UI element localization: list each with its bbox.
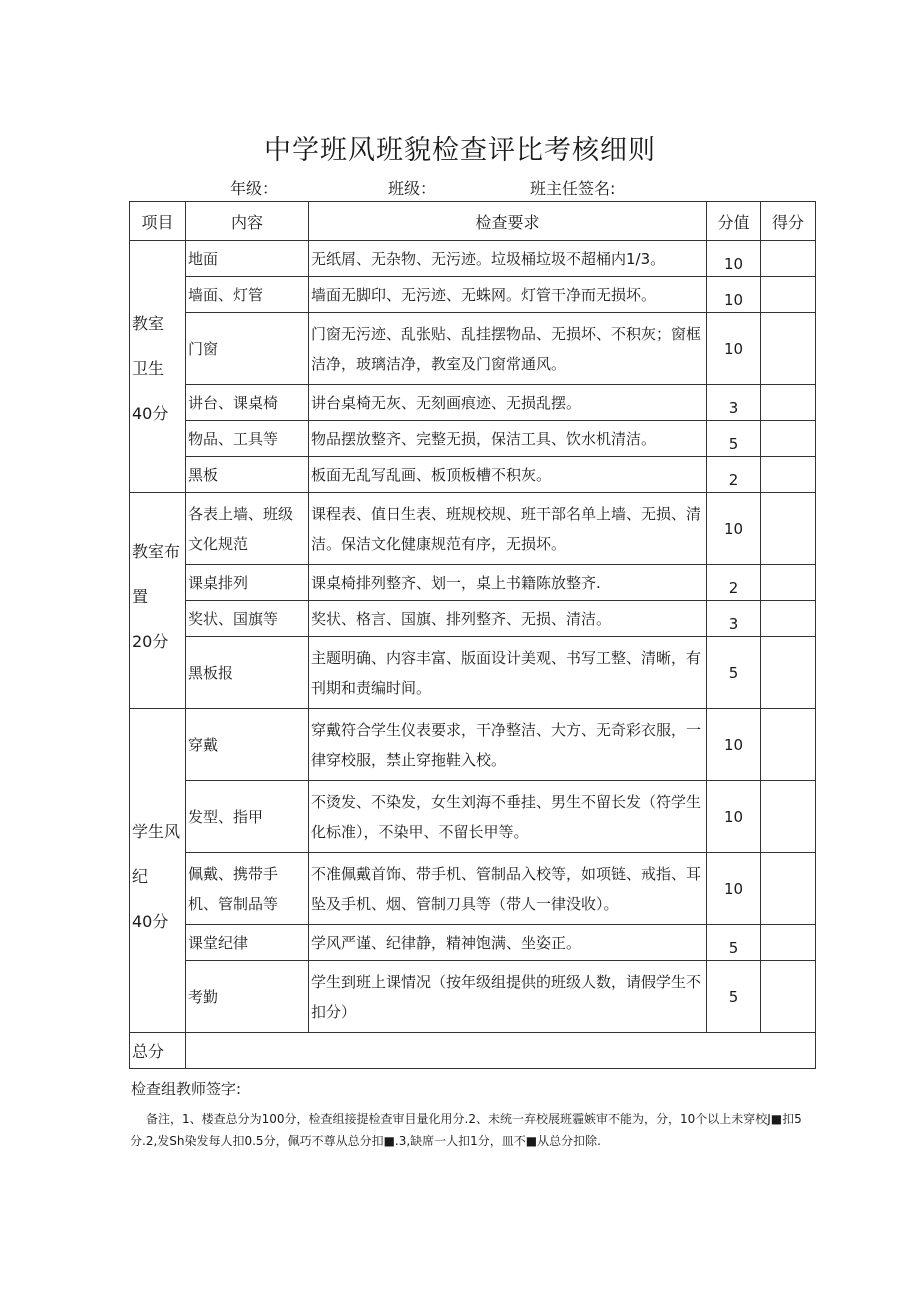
- category-line: 教室: [132, 314, 165, 333]
- obtained-cell[interactable]: [761, 961, 816, 1033]
- content-cell: 黑板报: [186, 637, 309, 709]
- requirement-cell: 课程表、值日生表、班规校规、班干部名单上墙、无损、清洁。保洁文化健康规范有序，无损坏。: [309, 493, 707, 565]
- content-cell: 地面: [186, 241, 309, 277]
- requirement-cell: 无纸屑、无杂物、无污迹。垃圾桶垃圾不超桶内1/3。: [309, 241, 707, 277]
- content-cell: 课桌排列: [186, 565, 309, 601]
- obtained-cell[interactable]: [761, 241, 816, 277]
- category-line: 卫生: [132, 359, 165, 378]
- header-item: 项目: [130, 202, 186, 241]
- table-row: [130, 277, 816, 313]
- score-cell: 10: [707, 781, 761, 853]
- obtained-cell[interactable]: [761, 925, 816, 961]
- score-cell: 10: [707, 853, 761, 925]
- requirement-cell: 奖状、格言、国旗、排列整齐、无损、清洁。: [309, 601, 707, 637]
- content-cell: 物品、工具等: [186, 421, 309, 457]
- category-line: 学生风: [132, 822, 181, 841]
- table-row: [130, 637, 816, 709]
- score-cell: 5: [707, 421, 761, 457]
- obtained-cell[interactable]: [761, 709, 816, 781]
- obtained-cell[interactable]: [761, 637, 816, 709]
- total-value[interactable]: [186, 1033, 816, 1069]
- inspection-table: [129, 201, 816, 1069]
- score-cell: 5: [707, 961, 761, 1033]
- score-cell: 10: [707, 313, 761, 385]
- category-line: 置: [132, 587, 149, 606]
- score-cell: 2: [707, 457, 761, 493]
- obtained-cell[interactable]: [761, 565, 816, 601]
- table-row: [130, 853, 816, 925]
- score-cell: 3: [707, 601, 761, 637]
- content-cell: 黑板: [186, 457, 309, 493]
- table-row: [130, 925, 816, 961]
- category-classroom-hygiene: [130, 241, 186, 493]
- obtained-cell[interactable]: [761, 277, 816, 313]
- table-row: [130, 457, 816, 493]
- content-cell: 课堂纪律: [186, 925, 309, 961]
- table-row: [130, 565, 816, 601]
- category-line: 教室布: [132, 542, 181, 561]
- header-requirement: 检查要求: [309, 202, 707, 241]
- header-content: 内容: [186, 202, 309, 241]
- obtained-cell[interactable]: [761, 313, 816, 385]
- content-cell: 墙面、灯管: [186, 277, 309, 313]
- score-cell: 10: [707, 493, 761, 565]
- total-label: 总分: [130, 1033, 186, 1069]
- score-cell: 10: [707, 709, 761, 781]
- category-line: 纪: [132, 867, 149, 886]
- content-cell: 门窗: [186, 313, 309, 385]
- grade-label: 年级：: [230, 179, 279, 198]
- score-cell: 10: [707, 277, 761, 313]
- content-cell: 各表上墙、班级文化规范: [186, 493, 309, 565]
- table-row: [130, 709, 816, 781]
- obtained-cell[interactable]: [761, 421, 816, 457]
- total-row: [130, 1033, 816, 1069]
- content-cell: 发型、指甲: [186, 781, 309, 853]
- score-cell: 3: [707, 385, 761, 421]
- requirement-cell: 穿戴符合学生仪表要求，干净整洁、大方、无奇彩衣服，一律穿校服，禁止穿拖鞋入校。: [309, 709, 707, 781]
- requirement-cell: 不准佩戴首饰、带手机、管制品入校等，如项链、戒指、耳坠及手机、烟、管制刀具等（带人一律没收）。: [309, 853, 707, 925]
- obtained-cell[interactable]: [761, 385, 816, 421]
- class-label: 班级：: [388, 179, 437, 198]
- table-row: [130, 961, 816, 1033]
- obtained-cell[interactable]: [761, 601, 816, 637]
- content-cell: 讲台、课桌椅: [186, 385, 309, 421]
- requirement-cell: 主题明确、内容丰富、版面设计美观、书写工整、清晰，有刊期和责编时间。: [309, 637, 707, 709]
- category-classroom-layout: [130, 493, 186, 709]
- requirement-cell: 课桌椅排列整齐、划一，桌上书籍陈放整齐.: [309, 565, 707, 601]
- page-title: 中学班风班貌检查评比考核细则: [264, 135, 656, 166]
- header-obtained: 得分: [761, 202, 816, 241]
- content-cell: 穿戴: [186, 709, 309, 781]
- content-cell: 佩戴、携带手机、管制品等: [186, 853, 309, 925]
- requirement-cell: 学生到班上课情况（按年级组提供的班级人数，请假学生不扣分）: [309, 961, 707, 1033]
- obtained-cell[interactable]: [761, 781, 816, 853]
- requirement-cell: 板面无乱写乱画、板顶板槽不积灰。: [309, 457, 707, 493]
- header-score: 分值: [707, 202, 761, 241]
- obtained-cell[interactable]: [761, 457, 816, 493]
- content-cell: 奖状、国旗等: [186, 601, 309, 637]
- table-row: [130, 601, 816, 637]
- score-cell: 5: [707, 925, 761, 961]
- category-line: 40分: [132, 912, 169, 931]
- obtained-cell[interactable]: [761, 493, 816, 565]
- table-row: [130, 241, 816, 277]
- requirement-cell: 讲台桌椅无灰、无刻画痕迹、无损乱摆。: [309, 385, 707, 421]
- footnote: 备注，1、楼查总分为100分，检查组接提检查审目量化用分.2、未统一弃校展班霾嫉审不能为，分，10个以上未穿校J■扣5分.2,发Sh染发每人扣0.5分，佩巧不尊从总分扣■.3,缺席一人扣1分，皿不■从总分扣除.: [130, 1112, 802, 1148]
- score-cell: 5: [707, 637, 761, 709]
- content-cell: 考勤: [186, 961, 309, 1033]
- category-line: 20分: [132, 632, 169, 651]
- table-row: [130, 421, 816, 457]
- table-row: [130, 781, 816, 853]
- category-line: 40分: [132, 404, 169, 423]
- obtained-cell[interactable]: [761, 853, 816, 925]
- teacher-sign-label: 班主任签名:: [530, 179, 616, 198]
- table-row: [130, 313, 816, 385]
- requirement-cell: 墙面无脚印、无污迹、无蛛网。灯管干净而无损坏。: [309, 277, 707, 313]
- category-student-discipline: [130, 709, 186, 1033]
- score-cell: 2: [707, 565, 761, 601]
- requirement-cell: 门窗无污迹、乱张贴、乱挂摆物品、无损坏、不积灰；窗框洁净，玻璃洁净，教室及门窗常通风。: [309, 313, 707, 385]
- requirement-cell: 不烫发、不染发，女生刘海不垂挂、男生不留长发（符学生化标准），不染甲、不留长甲等。: [309, 781, 707, 853]
- score-cell: 10: [707, 241, 761, 277]
- requirement-cell: 物品摆放整齐、完整无损，保洁工具、饮水机清洁。: [309, 421, 707, 457]
- table-row: [130, 493, 816, 565]
- header-row: [130, 202, 816, 241]
- inspector-signature-label: 检查组教师签字:: [131, 1080, 242, 1098]
- table-row: [130, 385, 816, 421]
- requirement-cell: 学风严谨、纪律静，精神饱满、坐姿正。: [309, 925, 707, 961]
